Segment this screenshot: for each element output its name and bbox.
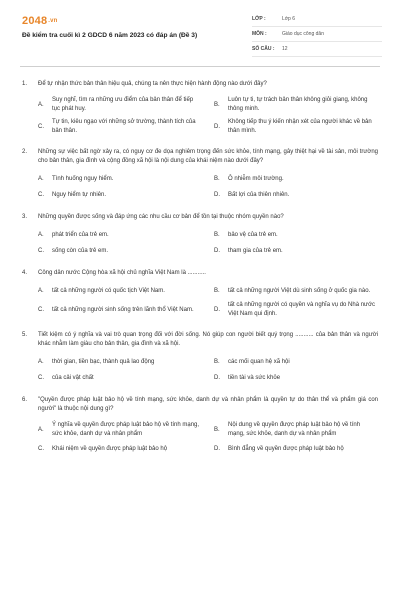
answer-option[interactable] <box>38 356 202 368</box>
option-letter: A. <box>38 287 44 294</box>
option-text: Không tiếp thu ý kiến nhận xét của người khác về bản thân mình. <box>228 119 372 134</box>
option-letter: B. <box>214 358 220 365</box>
answer-option[interactable] <box>214 443 378 455</box>
question-item <box>0 213 400 257</box>
option-text: các mối quan hệ xã hội <box>228 358 290 365</box>
info-row-class <box>252 12 382 27</box>
question-item <box>0 269 400 319</box>
answer-option[interactable] <box>38 189 202 201</box>
option-letter: D. <box>214 191 220 198</box>
logo-tld: .vn <box>48 18 58 25</box>
option-text: Bình đẳng về quyền được pháp luật bảo hộ <box>228 445 344 452</box>
question-text: Những quyền được sống và đáp ứng các nhu cầu cơ bản để tồn tại thuộc nhóm quyền nào? <box>38 214 284 220</box>
question-head <box>22 148 378 166</box>
option-letter: C. <box>38 306 44 313</box>
answer-options <box>22 421 378 455</box>
question-text: "Quyền được pháp luật bảo hộ về tính mạng, sức khỏe, danh dự và nhân phẩm là quyền tự do thân thể và phẩm giá con người" là thuộc nội dung gì? <box>38 397 378 412</box>
option-text: Tình huống nguy hiểm. <box>52 175 114 182</box>
option-letter: B. <box>214 287 220 294</box>
option-text: Suy nghĩ, tìm ra những ưu điểm của bản thân để tiếp tục phát huy. <box>52 97 194 112</box>
answer-option[interactable] <box>38 245 202 257</box>
answer-option[interactable] <box>38 229 202 241</box>
question-head <box>22 331 378 349</box>
question-text: Tiết kiệm có ý nghĩa và vai trò quan trọng đối với đời sống. Nó giúp con người biết quý trọng ........... của bản thân và người khác nhằm làm giàu cho bản thân, gia đình và xã hội. <box>38 332 378 347</box>
question-head <box>22 269 378 278</box>
option-letter: C. <box>38 191 44 198</box>
question-item <box>0 396 400 455</box>
question-text: Công dân nước Cộng hòa xã hội chủ nghĩa Việt Nam là ........... <box>38 270 206 276</box>
info-value: Lớp 6 <box>282 16 296 22</box>
option-letter: D. <box>214 306 220 313</box>
answer-options <box>22 96 378 136</box>
question-item <box>0 148 400 201</box>
option-text: bảo vệ của trẻ em. <box>228 231 278 238</box>
answer-option[interactable] <box>214 229 378 241</box>
answer-option[interactable] <box>214 96 378 114</box>
option-text: tất cả những người sinh sống trên lãnh thổ Việt Nam. <box>52 306 194 313</box>
option-letter: A. <box>38 426 44 433</box>
answer-option[interactable] <box>214 285 378 297</box>
option-letter: D. <box>214 445 220 452</box>
question-number: 6. <box>22 397 28 403</box>
answer-option[interactable] <box>214 118 378 136</box>
answer-options <box>22 285 378 319</box>
option-text: tất cả những người có quyền và nghĩa vụ do Nhà nước Việt Nam qui định. <box>228 302 376 317</box>
answer-option[interactable] <box>214 301 378 319</box>
option-text: tất cả những người có quốc tịch Việt Nam. <box>52 287 165 294</box>
question-number: 2. <box>22 149 28 155</box>
option-letter: D. <box>214 247 220 254</box>
option-text: phát triển của trẻ em. <box>52 231 109 238</box>
option-text: Nguy hiểm tự nhiên. <box>52 191 107 198</box>
info-label: LỚP : <box>252 16 266 22</box>
option-letter: A. <box>38 101 44 108</box>
document-header <box>0 0 400 64</box>
option-text: Khái niệm về quyền được pháp luật bảo hộ <box>52 445 168 452</box>
option-letter: B. <box>214 175 220 182</box>
option-text: sống còn của trẻ em. <box>52 247 109 254</box>
question-item <box>0 80 400 136</box>
logo-text: 2048 <box>22 15 48 27</box>
answer-options <box>22 356 378 384</box>
option-text: Nội dung về quyền được pháp luật bảo hộ về tính mạng, sức khỏe, danh dự và nhân phẩm <box>228 422 361 437</box>
info-value: Giáo dục công dân <box>282 31 324 37</box>
answer-option[interactable] <box>38 301 202 319</box>
site-logo[interactable] <box>22 15 58 27</box>
question-number: 3. <box>22 214 28 220</box>
answer-options <box>22 173 378 201</box>
option-letter: A. <box>38 175 44 182</box>
info-value: 12 <box>282 46 288 52</box>
question-text: Những sự việc bất ngờ xảy ra, có nguy cơ đe dọa nghiêm trọng đến sức khỏe, tính mạng, gây thiệt hại về tài sản, môi trường cho bản thân, gia đình và cộng đồng xã hội là nội dung của khái niệm nào dưới đây? <box>38 149 378 164</box>
option-letter: A. <box>38 231 44 238</box>
answer-option[interactable] <box>214 356 378 368</box>
header-divider <box>20 66 380 67</box>
option-letter: C. <box>38 374 44 381</box>
option-letter: D. <box>214 374 220 381</box>
option-text: Luôn tự ti, tự trách bản thân không giỏi giang, không thông minh. <box>228 97 368 112</box>
info-label: MÔN : <box>252 31 267 37</box>
answer-options <box>22 229 378 257</box>
option-letter: B. <box>214 426 220 433</box>
question-number: 4. <box>22 270 28 276</box>
answer-option[interactable] <box>38 443 202 455</box>
answer-option[interactable] <box>214 173 378 185</box>
option-letter: A. <box>38 358 44 365</box>
option-text: Ý nghĩa về quyền được pháp luật bảo hộ về tính mạng, sức khỏe, danh dự và nhân phẩm <box>52 422 200 437</box>
option-letter: C. <box>38 445 44 452</box>
answer-option[interactable] <box>38 285 202 297</box>
info-label: SỐ CÂU : <box>252 46 275 52</box>
question-list <box>0 80 400 467</box>
option-text: của cải vật chất <box>52 374 94 381</box>
question-head <box>22 396 378 414</box>
option-letter: D. <box>214 123 220 130</box>
option-letter: B. <box>214 101 220 108</box>
question-head <box>22 80 378 89</box>
info-row-count <box>252 42 382 57</box>
question-number: 1. <box>22 81 28 87</box>
option-text: Bất lợi của thiên nhiên. <box>228 191 290 198</box>
answer-option[interactable] <box>38 421 202 439</box>
answer-option[interactable] <box>38 372 202 384</box>
option-letter: C. <box>38 247 44 254</box>
option-text: tham gia của trẻ em. <box>228 247 283 254</box>
question-item <box>0 331 400 384</box>
answer-option[interactable] <box>38 96 202 114</box>
option-text: tiền tài và sức khỏe <box>228 374 281 381</box>
answer-option[interactable] <box>214 245 378 257</box>
question-head <box>22 213 378 222</box>
document-title: Đề kiểm tra cuối kì 2 GDCD 6 năm 2023 có đáp án (Đề 3) <box>22 32 198 39</box>
option-text: thời gian, tiền bạc, thành quả lao động <box>52 358 155 365</box>
answer-option[interactable] <box>214 372 378 384</box>
option-text: Ô nhiễm môi trường. <box>228 175 284 182</box>
option-text: tất cả những người Việt dù sinh sống ở quốc gia nào. <box>228 287 371 294</box>
option-letter: C. <box>38 123 44 130</box>
answer-option[interactable] <box>214 421 378 439</box>
answer-option[interactable] <box>38 173 202 185</box>
answer-option[interactable] <box>38 118 202 136</box>
question-number: 5. <box>22 332 28 338</box>
option-text: Tự tin, kiêu ngạo với những sở trường, thành tích của bản thân. <box>52 119 196 134</box>
option-letter: B. <box>214 231 220 238</box>
info-row-subject <box>252 27 382 42</box>
info-table <box>252 12 382 57</box>
answer-option[interactable] <box>214 189 378 201</box>
question-text: Để tự nhận thức bản thân hiệu quả, chúng ta nên thực hiện hành động nào dưới đây? <box>38 81 267 87</box>
